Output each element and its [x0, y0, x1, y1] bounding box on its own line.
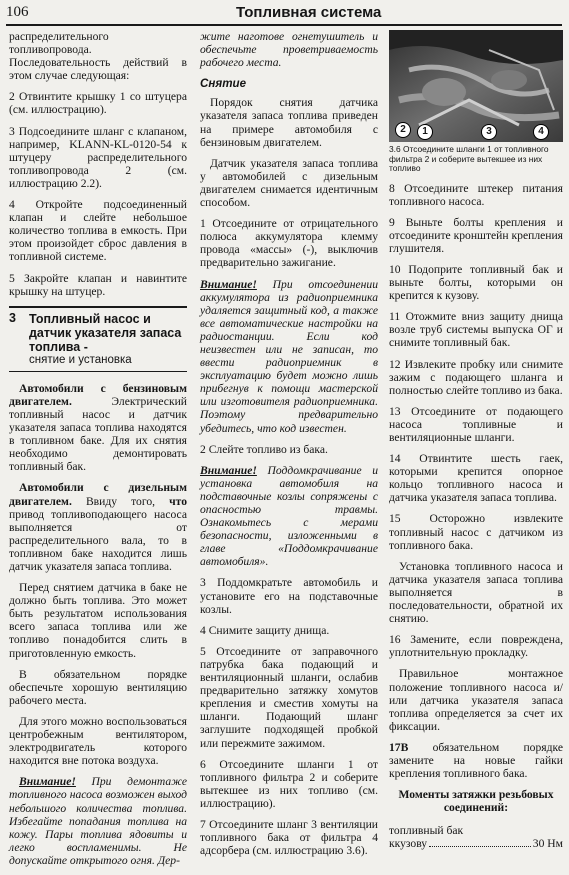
subsection-heading: Снятие — [200, 77, 247, 91]
paragraph: распределительного топливопровода. Последовательность действий в этом случае следующая: — [9, 30, 187, 83]
torque-label: топливный бак — [389, 824, 464, 838]
warning-text: При демонтаже топливного насоса возможен выход небольшого количества топлива. Избегайте попадания топлива на кожу. Пары топлива ядовиты и легко воспламенимы. Не допускайте открытого огня. Дер- — [9, 775, 187, 867]
warning-text: Поддомкрачивание и установка автомобиля на подставочные козлы сопряжены с опасностью травмы. Ознакомьтесь с мерами безопасности, изложенными в главе «Поддомкрачивание автомобиля». — [200, 463, 378, 569]
step-3: 3 Поддомкратьте автомобиль и установите его на подставочные козлы. — [200, 576, 378, 616]
section-heading — [9, 306, 187, 372]
warning — [9, 775, 187, 867]
step-5: 5 Отсоедините от заправочного патрубка бака подающий и вентиляционный шланги, ослабив предварительно затяжку хомутов крепления и сместив хомуты на шланги. Подающий шланг заглушите подходящей пробкой или пережмите зажимом. — [200, 644, 378, 750]
paragraph-petrol — [9, 382, 187, 474]
step-2: 2 Слейте топливо из бака. — [200, 442, 328, 456]
paragraph: В обязательном порядке обеспечьте хорошую вентиляцию рабочего места. — [9, 667, 187, 707]
left-column — [9, 30, 187, 875]
warning-text: При отсоединении аккумулятора из радиоприемника удаляется защитный код, а также все автоматические настройки на радиостанции. Если код неизвестен или не записан, то ввести радиоприемник в эксплуатацию будет можно лишь прибегнув к помощи мастерской или изготовителя радиоприемника. Поэтому предварительно убедитесь, что код известен. — [200, 277, 378, 435]
section-subtitle: снятие и установка — [29, 353, 132, 366]
step-14: 14 Отвинтите шесть гаек, которыми крепится опорное кольцо топливного насоса и датчика указателя запаса топлива. — [389, 452, 563, 505]
step-10: 10 Подоприте топливный бак и выньте болты, которыми он крепится к кузову. — [389, 262, 563, 303]
right-column — [389, 30, 563, 851]
torque-heading: Моменты затяжки резьбовых соединений: — [398, 788, 554, 815]
step-13: 13 Отсоедините от подающего насоса топливные и вентиляционные шланги. — [389, 404, 563, 444]
body-text: Ввиду того, — [71, 494, 170, 508]
step-2: 2 Отвинтите крышку 1 со штуцера (см. иллюстрацию). — [9, 90, 187, 117]
callout-2: 2 — [395, 122, 411, 138]
warning-label: Внимание! — [19, 775, 76, 789]
step-8: 8 Отсоедините штекер питания топливного насоса. — [389, 181, 563, 208]
figure-photo — [389, 30, 563, 142]
paragraph: Для этого можно воспользоваться центробежным вентилятором, электродвигатель которого находится вне потока воздуха. — [9, 714, 187, 768]
dot-leader — [429, 846, 531, 847]
paragraph: Установка топливного насоса и датчика указателя запаса топлива выполняется в последовательности, обратной их снятию. — [389, 559, 563, 626]
step-11: 11 Отожмите вниз защиту днища возле труб системы выпуска ОГ и снимите топливный бак. — [389, 310, 563, 350]
running-title: Топливная система — [236, 4, 382, 21]
page-number: 106 — [6, 4, 29, 20]
middle-column — [200, 30, 378, 865]
step-16: 16 Замените, если повреждена, уплотнительную прокладку. — [389, 633, 563, 660]
warning — [200, 278, 378, 435]
lead-text: Автомобили с бензиновым двигателем. — [9, 381, 187, 408]
torque-value: 30 Нм — [532, 837, 563, 851]
callout-3: 3 — [481, 124, 497, 140]
step-4: 4 Снимите защиту днища. — [200, 623, 330, 637]
lead-text: Автомобили с дизельным двигателем. — [9, 481, 187, 508]
paragraph-diesel — [9, 481, 187, 573]
body-text: привод топливоподающего насоса выполняется от распределительного вала, то в топливном баке находится лишь датчик указателя запаса топлива. — [9, 507, 187, 573]
step-12: 12 Извлеките пробку или снимите зажим с подающего шланга и полностью слейте топливо из бака. — [389, 357, 563, 397]
figure-caption: 3.6 Отсоедините шланги 1 от топливного фильтра 2 и соберите вытекшее из них топливо — [389, 144, 549, 173]
warning-label: Внимание! — [200, 463, 257, 477]
body-text: Электрический топливный насос и датчик указателя запаса топлива находятся в топливном баке. Для их снятия необходимо демонтировать топливный бак. — [9, 394, 187, 474]
step-1: 1 Отсоедините от отрицательного полюса аккумулятора клемму провода «массы» (-), выключив предварительно зажигание. — [200, 217, 378, 270]
section-number: 3 — [9, 310, 16, 325]
step-17 — [389, 741, 563, 780]
body-text: обязательном порядке замените на новые гайки крепления топливного бака. — [389, 740, 563, 781]
step-5: 5 Закройте клапан и навинтите крышку на штуцер. — [9, 271, 187, 298]
paragraph: Порядок снятия датчика указателя запаса топлива приведен на примере автомобиля с бензиновым двигателем. — [200, 96, 378, 149]
paragraph: Датчик указателя запаса топлива у автомобилей с дизельным двигателем снимается идентичным способом. — [200, 156, 378, 210]
step-15: 15 Осторожно извлеките топливный насос с датчиком из топливного бака. — [389, 512, 563, 552]
warning-continued: жите наготове огнетушитель и обеспечьте проветриваемость рабочего места. — [200, 30, 378, 70]
warning-label: Внимание! — [200, 277, 257, 291]
page-header — [6, 2, 562, 26]
step-4: 4 Откройте подсоединенный клапан и слейте небольшое количество топлива в емкость. При этом произойдет сброс давления в топливной системе. — [9, 198, 187, 264]
step-9: 9 Выньте болты крепления и отсоедините кронштейн крепления глушителя. — [389, 215, 563, 255]
callout-1: 1 — [417, 124, 433, 140]
callout-4: 4 — [533, 124, 549, 140]
paragraph: Правильное монтажное положение топливного насоса и/или датчика указателя запаса топлива определяется за счет их фиксации. — [389, 667, 563, 733]
torque-label: ккузову — [389, 837, 428, 851]
step-number: 17В — [389, 740, 409, 754]
step-3: 3 Подсоедините шланг с клапаном, например, KLANN-KL-0120-54 к штуцеру распределительного топливопровода 2 (см. иллюстрацию 2.2). — [9, 124, 187, 190]
step-7: 7 Отсоедините шланг 3 вентиляции топливного бака от фильтра 4 адсорбера (см. иллюстрацию 3.6). — [200, 817, 378, 858]
step-6: 6 Отсоедините шланги 1 от топливного фильтра 2 и соберите вытекшее из них топливо (см. иллюстрацию). — [200, 757, 378, 810]
torque-row — [389, 837, 563, 850]
section-title: Топливный насос и датчик указателя запаса топлива - — [29, 311, 182, 354]
warning — [200, 464, 378, 569]
emphasis-text: что — [169, 494, 187, 508]
paragraph: Перед снятием датчика в баке не должно быть топлива. Это может быть результатом использования всего запаса топлива или же топливо понадобится слить в приготовленную емкость. — [9, 581, 187, 660]
